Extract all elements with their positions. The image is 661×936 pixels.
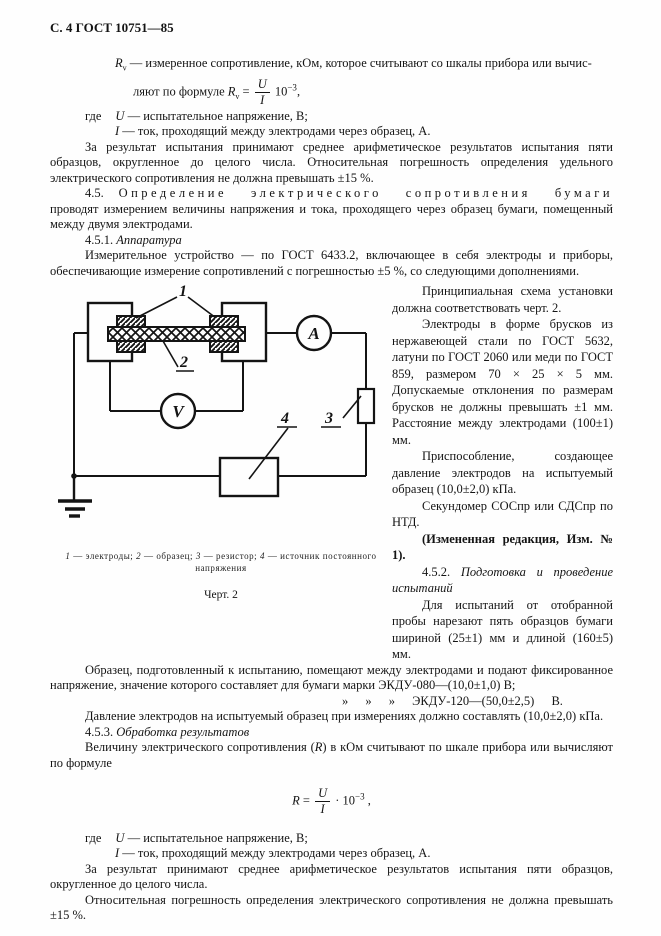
paragraph-result-2: За результат принимают среднее арифметическое результатов испытания пяти образцов, округленное до целого числа. [50,861,613,891]
ground-icon [58,473,92,516]
paragraph-section-4-5: 4.5. Определение электрического сопротивления бумаги проводят измерением величины напряжения и тока, проходящего через образец бумаги, помещенный между двумя электродами. [50,186,614,232]
legend-line2: напряжения [195,562,247,573]
legend-item: 2 — образец; [136,550,194,561]
paragraph-apparatus: Измерительное устройство — по ГОСТ 6433.2, включающее в себя электроды и приборы, обеспечивающие измерение сопротивлений с погрешностью ±5 %, со следующими дополнениями. [50,248,613,278]
figure-column [50,283,392,663]
sample-bar [108,327,245,341]
legend-item: 4 — источник постоянного [260,550,377,561]
paragraph-result-1: За результат испытания принимают среднее арифметическое результатов испытания пяти образцов, округленное до целого числа. Относительная погрешность определения удельного электрического сопротивления не должна превышать ±15 %. [50,139,613,185]
paragraph-electrodes: Электроды в форме брусков из нержавеющей стали по ГОСТ 5632, латуни по ГОСТ 2060 или меди по ГОСТ 859, размером 70 × 25 × 5 мм. Допускаемые отклонения по размерам брусков не должны превышать ±1 мм. Расстояние между электродами (100±1) мм. [392,317,613,447]
voltmeter-letter: V [172,402,184,422]
label-1: 1 [179,283,187,301]
fraction: $\frac{U}{I}$ [253,78,272,107]
paragraph-sample-test: Образец, подготовленный к испытанию, помещают между электродами и подают фиксированное напряжение, значение которого составляет для бумаги марки ЭКДУ-080—(10,0±1,0) В; [50,662,613,693]
paragraph-scheme: Принципиальная схема установки должна соответствовать черт. 2. [392,284,613,315]
line-ekdu-120: » » » ЭКДУ-120—(50,0±2,5) В. [342,693,563,708]
formula-r: R = $\frac{U}{I}$ · $10^{-3}$ , [292,786,371,817]
paragraph-error: Относительная погрешность определения электрического сопротивления не должна превышать ±15 %. [50,892,613,922]
section-title-spaced: Определение электрического сопротивления бумаги [118,186,614,201]
label-3: 3 [325,410,333,428]
paragraph-device: Приспособление, создающее давление электродов на испытуемый образец (10,0±2,0) кПа. [392,449,613,497]
legend-item: 1 — электроды; [65,550,134,561]
where-clause-i: I — ток, проходящий между электродами через образец, А. [115,124,431,139]
label-4: 4 [281,410,289,428]
paragraph-section-4-5-2: 4.5.2. Подготовка и проведение испытаний [392,564,613,596]
where-clause-i-2: I — ток, проходящий между электродами через образец, А. [115,846,431,860]
var-rv: R [115,55,123,70]
paragraph-amendment: (Измененная редакция, Изм. № 1). [392,531,613,563]
resistor [358,389,374,423]
paragraph-pressure: Давление электродов на испытуемый образец при измерениях должно составлять (10,0±2,0) кПа. [85,709,604,724]
voltmeter [161,394,195,428]
definition-rv: $R_v$ — измеренное сопротивление, кОм, которое считывают со шкалы прибора или вычис- [115,55,592,72]
where-clause-u: где U — испытательное напряжение, В; [85,108,308,123]
figure-and-sidebar-section [50,283,613,663]
paragraph-samples: Для испытаний от отобранной пробы нарезают пять образцов бумаги шириной (25±1) мм и длиной (160±5) мм. [392,597,613,662]
label-underlines [176,371,341,427]
page-header: С. 4 ГОСТ 10751—85 [50,20,174,35]
ammeter-letter: A [308,324,320,344]
label-2: 2 [180,354,188,372]
circuit-diagram [50,283,392,530]
figure-legend [50,550,392,574]
where-clause-u-2: где U — испытательное напряжение, В; [85,830,308,845]
legend-item: 3 — резистор; [195,550,258,561]
figure-caption: Черт. 2 [204,588,238,601]
formula-rv: ляют по формуле $R_v$ = $\frac{U}{I}$ $10^{-3}$, [133,76,301,107]
sidebar-text-column [392,283,613,663]
paragraph-section-4-5-1: 4.5.1. Аппаратура [85,232,182,247]
paragraph-r-value: Величину электрического сопротивления (R) в кОм считывают по шкале прибора или вычисляют по формуле [50,740,613,770]
circuit-diagram-svg [50,283,392,525]
paragraph-section-4-5-3: 4.5.3. Обработка результатов [85,724,250,739]
ammeter [297,316,331,350]
dc-source [220,458,278,496]
paragraph-stopwatch: Секундомер СОСпр или СДСпр по НТД. [392,498,613,530]
fraction: $\frac{U}{I}$ [313,787,332,816]
